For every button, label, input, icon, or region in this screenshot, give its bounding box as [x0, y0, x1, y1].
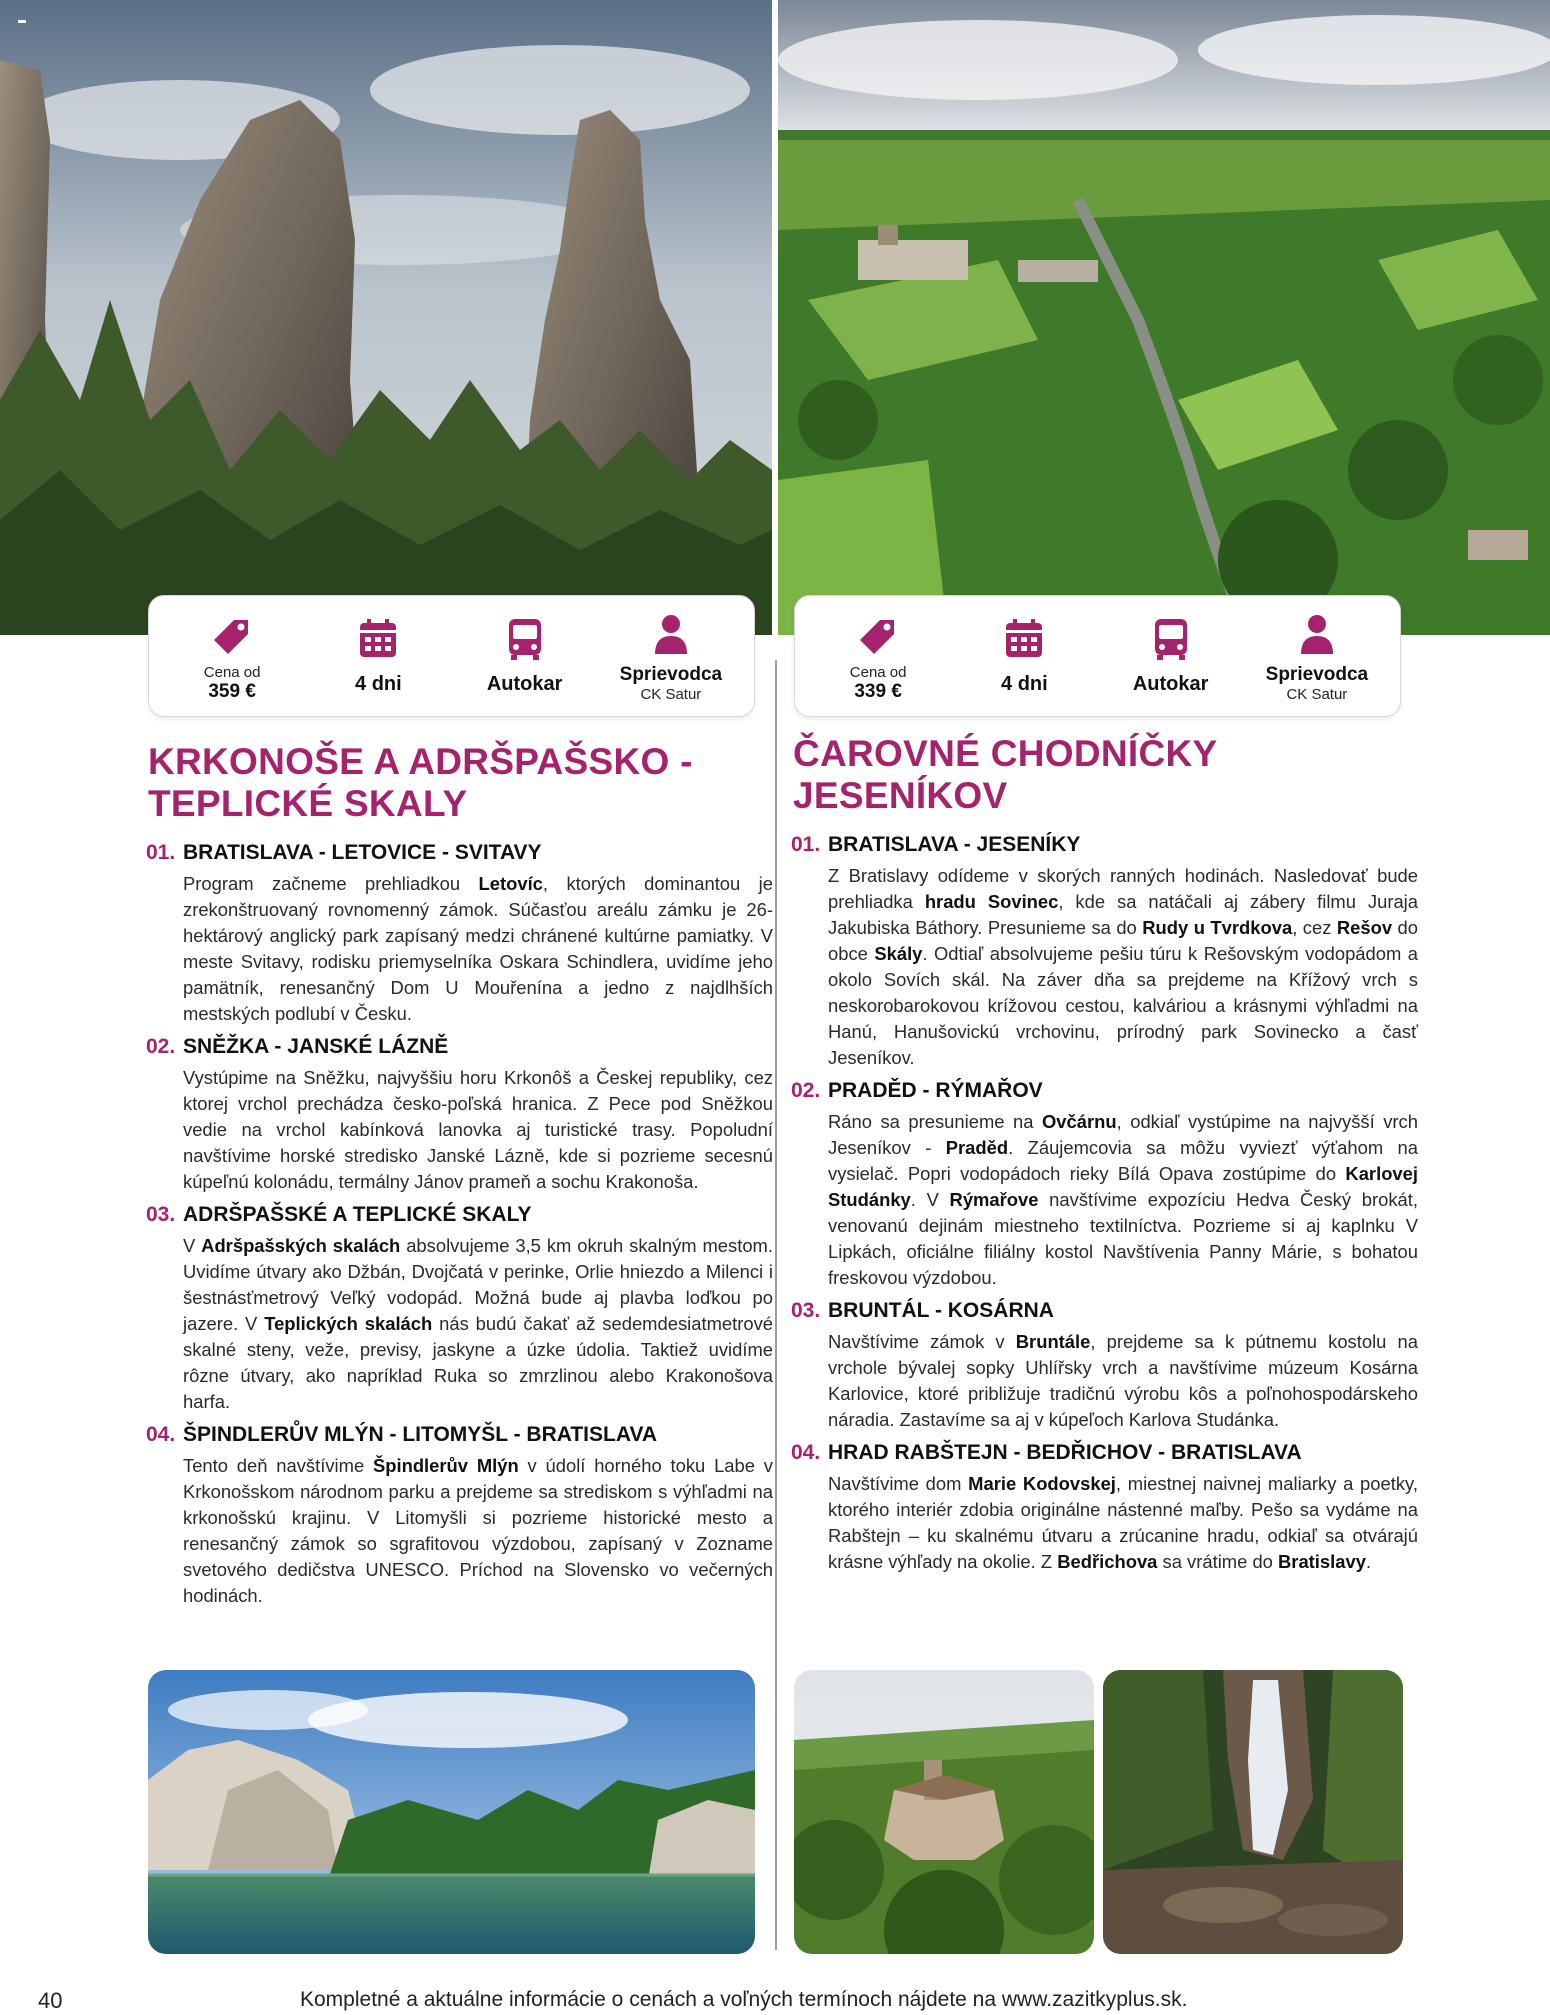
- price-value: 339 €: [854, 680, 902, 702]
- highlight-text: Bruntále: [1015, 1331, 1091, 1352]
- photo-jeseniky-valley: [778, 0, 1550, 635]
- transport-value: Autokar: [1132, 673, 1209, 695]
- guide-label: Sprievodca: [1265, 663, 1369, 685]
- tour-title-line-2: TEPLICKÉ SKALY: [148, 783, 468, 824]
- description-text: nás budú čakať až sedemdesiatmetrové skalné steny, veže, previsy, jaskyne a úzke údolia. Taktiež uvidíme rôzne útvary, ako napríklad Ruka so zmrzlinou alebo Krakonošova harfa.: [183, 1313, 774, 1412]
- day-title: ŠPINDLERŮV MLÝN - LITOMYŠL - BRATISLAVA: [183, 1423, 658, 1446]
- bus-icon: [1147, 615, 1195, 663]
- tour-krkonose: [148, 735, 773, 1615]
- day-1: [148, 839, 773, 1027]
- day-title: BRUNTÁL - KOSÁRNA: [828, 1299, 1054, 1322]
- guide-sub: CK Satur: [640, 685, 702, 703]
- price-value: 359 €: [208, 680, 256, 702]
- day-description: [183, 871, 773, 1027]
- day-heading: [146, 1033, 773, 1061]
- day-3: [148, 1201, 773, 1415]
- price-info: [162, 610, 302, 703]
- transport-info: [455, 615, 595, 697]
- day-number: 04.: [791, 1441, 821, 1464]
- person-icon: [1293, 610, 1341, 658]
- highlight-text: Bedřichova: [1057, 1551, 1158, 1572]
- trip-info-bar-right: [794, 595, 1401, 717]
- highlight-text: hradu Sovinec: [924, 891, 1059, 912]
- day-description: [828, 1329, 1418, 1433]
- day-description: [183, 1233, 773, 1415]
- description-text: sa vrátime do: [1157, 1551, 1279, 1572]
- highlight-text: Špindlerův Mlýn: [372, 1455, 519, 1476]
- trip-info-bar-left: [148, 595, 755, 717]
- price-label: Cena od: [203, 663, 261, 681]
- highlight-text: Rudy u Tvrdkova: [1142, 917, 1293, 938]
- description-text: , cez: [1292, 917, 1337, 938]
- day-heading: [791, 1077, 1418, 1105]
- duration-value: 4 dni: [355, 673, 402, 695]
- description-text: . Záujemcovia sa môžu vyviezť výťahom na vysielač. Popri vodopádoch rieky Bílá Opava zostúpime do: [828, 1137, 1418, 1184]
- column-divider: [775, 660, 777, 1950]
- footer-info: Kompletné a aktuálne informácie o cenách a voľných termínoch nájdete na www.zazitkyplus.sk.: [300, 1988, 1188, 2011]
- description-text: , ktorých dominantou je zrekonštruovaný rovnomenný zámok. Súčasťou areálu zámku je 26-hektárový anglický park zapísaný medzi chránené kultúrne pamiatky. V meste Svitavy, rodisku priemyselníka Oskara Schindlera, uvidíme jeho pamätník, renesančný Dom U Mouřenína a jedno z najdlhších mestských podlubí v Česku.: [183, 873, 773, 1024]
- day-number: 01.: [791, 833, 821, 856]
- day-number: 01.: [146, 841, 176, 864]
- day-description: [828, 863, 1418, 1071]
- day-description: [183, 1065, 773, 1195]
- duration-info: [308, 615, 448, 697]
- description-text: Navštívime dom: [828, 1473, 969, 1494]
- description-text: Vystúpime na Sněžku, najvyššiu horu Krkonôš a Českej republiky, cez ktorej vrchol prechádza česko-poľská hranica. Z Pece pod Sněžkou vedie na vrchol kabínková lanovka aj turistické trasy. Popoludní navštívime horské stredisko Janské Lázně, kde si pozrieme secesnú kúpeľnú kolonádu, termálny Jánov prameň a sochu Krakonoša.: [183, 1067, 773, 1192]
- guide-info: [1247, 610, 1387, 703]
- tour-title: [148, 741, 773, 825]
- highlight-text: Letovíc: [478, 873, 543, 894]
- highlight-text: Bratislavy: [1278, 1551, 1366, 1572]
- price-tag-icon: [854, 610, 902, 658]
- tour-title-line-1: ČAROVNÉ CHODNÍČKY: [793, 733, 1218, 774]
- day-heading: [791, 1439, 1418, 1467]
- duration-value: 4 dni: [1001, 673, 1048, 695]
- highlight-text: Marie Kodovskej: [968, 1473, 1116, 1494]
- day-description: [183, 1453, 773, 1609]
- transport-info: [1101, 615, 1241, 697]
- tour-title-line-2: JESENÍKOV: [793, 775, 1008, 816]
- calendar-icon: [354, 615, 402, 663]
- day-title: SNĚŽKA - JANSKÉ LÁZNĚ: [183, 1035, 449, 1058]
- tour-title: [793, 733, 1418, 817]
- price-tag-icon: [208, 610, 256, 658]
- tour-title-line-1: KRKONOŠE A ADRŠPAŠSKO -: [148, 741, 693, 782]
- highlight-text: Ovčárnu: [1041, 1111, 1117, 1132]
- photo-adrspach-rocks: [0, 0, 772, 635]
- photo-lake-rocks: [148, 1670, 755, 1954]
- photo-waterfall: [1103, 1670, 1403, 1954]
- itinerary: [148, 839, 773, 1609]
- highlight-text: Karlovej Studánky: [828, 1163, 1418, 1210]
- description-text: Navštívime zámok v: [828, 1331, 1016, 1352]
- day-number: 02.: [791, 1079, 821, 1102]
- guide-label: Sprievodca: [619, 663, 723, 685]
- description-text: , miestnej naivnej maliarky a poetky, ktorého interiér zdobia originálne nástenné maľby. Pešo sa vydáme na Rabštejn – ku skalnému útvaru a zrúcanine hradu, odkiaľ sa otvárajú krásne výhľady na okolie. Z: [828, 1473, 1418, 1572]
- price-info: [808, 610, 948, 703]
- description-text: Tento deň navštívime: [183, 1455, 373, 1476]
- day-title: HRAD RABŠTEJN - BEDŘICHOV - BRATISLAVA: [828, 1441, 1302, 1464]
- transport-value: Autokar: [486, 673, 563, 695]
- tour-jeseniky: [793, 735, 1418, 1581]
- person-icon: [647, 610, 695, 658]
- bus-icon: [501, 615, 549, 663]
- day-2: [148, 1033, 773, 1195]
- highlight-text: Teplických skalách: [264, 1313, 433, 1334]
- day-2: [793, 1077, 1418, 1291]
- day-title: ADRŠPAŠSKÉ A TEPLICKÉ SKALY: [183, 1203, 532, 1226]
- day-number: 04.: [146, 1423, 176, 1446]
- price-label: Cena od: [849, 663, 907, 681]
- highlight-text: Praděd: [945, 1137, 1009, 1158]
- day-1: [793, 831, 1418, 1071]
- highlight-text: Rýmařove: [949, 1189, 1039, 1210]
- description-text: , prejdeme sa k pútnemu kostolu na vrchole bývalej sopky Uhlířsky vrch a navštívime múzeum Kosárna Karlovice, ktoré približuje tradičnú výrobu kôs a poľnohospodárskeho náradia. Zastavíme sa aj v kúpeľoch Karlova Studánka.: [828, 1331, 1419, 1430]
- description-text: V: [183, 1235, 202, 1256]
- day-title: BRATISLAVA - LETOVICE - SVITAVY: [183, 841, 542, 864]
- highlight-text: Adršpašských skalách: [201, 1235, 401, 1256]
- day-heading: [791, 831, 1418, 859]
- day-heading: [146, 1201, 773, 1229]
- description-text: , kde sa natáčali aj zábery filmu Juraja Jakubiska Báthory. Presunieme sa do: [828, 891, 1418, 938]
- day-4: [793, 1439, 1418, 1575]
- itinerary: [793, 831, 1418, 1575]
- description-text: Program začneme prehliadkou: [183, 873, 479, 894]
- day-heading: [146, 1421, 773, 1449]
- day-number: 02.: [146, 1035, 176, 1058]
- duration-info: [954, 615, 1094, 697]
- guide-info: [601, 610, 741, 703]
- photo-rabstejn-castle: [794, 1670, 1094, 1954]
- description-text: navštívime expozíciu Hedva Český brokát, venovanú dejinám miestneho textilníctva. Pozrieme si aj kaplnku V Lipkách, oficiálne filiálny kostol Navštívenia Panny Márie, s bohatou freskovou výzdobou.: [828, 1189, 1418, 1288]
- page-number: 40: [38, 1988, 63, 2013]
- description-text: absolvujeme 3,5 km okruh skalným mestom. Uvidíme útvary ako Džbán, Dvojčatá v perinke, Orlie hniezdo a Milenci i šestnásťmetrový Veľký vodopád. Možná bude aj plavba loďkou po jazere. V: [183, 1235, 773, 1334]
- day-title: PRADĚD - RÝMAŘOV: [828, 1079, 1043, 1102]
- day-4: [148, 1421, 773, 1609]
- description-text: v údolí horného toku Labe v Krkonošskom národnom parku a prejdeme sa strediskom s výhľadmi na krkonošskú krajinu. V Litomyšli si pozrieme historické mesto a renesančný zámok so sgrafitovou výzdobou, zapísaný v Zozname svetového dedičstva UNESCO. Príchod na Slovensko vo večerných hodinách.: [183, 1455, 773, 1606]
- day-heading: [791, 1297, 1418, 1325]
- description-text: Z Bratislavy odídeme v skorých ranných hodinách. Nasledovať bude prehliadka: [828, 865, 1418, 912]
- description-text: .: [1365, 1551, 1372, 1572]
- day-description: [828, 1471, 1418, 1575]
- guide-sub: CK Satur: [1286, 685, 1348, 703]
- description-text: . Odtiaľ absolvujeme pešiu túru k Rešovským vodopádom a okolo Sovích skál. Na záver dňa sa prejdeme na Křížový vrch s neskorobarokovou krížovou cestou, kalváriou a krásnymi výhľadmi na Hanú, Hanušovickú vrchovinu, prírodný park Sovinecko a časť Jeseníkov.: [828, 943, 1418, 1068]
- description-text: , odkiaľ vystúpime na najvyšší vrch Jeseníkov -: [828, 1111, 1418, 1158]
- day-3: [793, 1297, 1418, 1433]
- description-text: Ráno sa presunieme na: [828, 1111, 1042, 1132]
- description-text: do obce: [828, 917, 1418, 964]
- day-number: 03.: [791, 1299, 821, 1322]
- highlight-text: Skály: [874, 943, 923, 964]
- day-description: [828, 1109, 1418, 1291]
- calendar-icon: [1000, 615, 1048, 663]
- day-title: BRATISLAVA - JESENÍKY: [828, 833, 1081, 856]
- corner-mark: [18, 20, 26, 23]
- day-heading: [146, 839, 773, 867]
- day-number: 03.: [146, 1203, 176, 1226]
- highlight-text: Rešov: [1336, 917, 1393, 938]
- description-text: . V: [910, 1189, 950, 1210]
